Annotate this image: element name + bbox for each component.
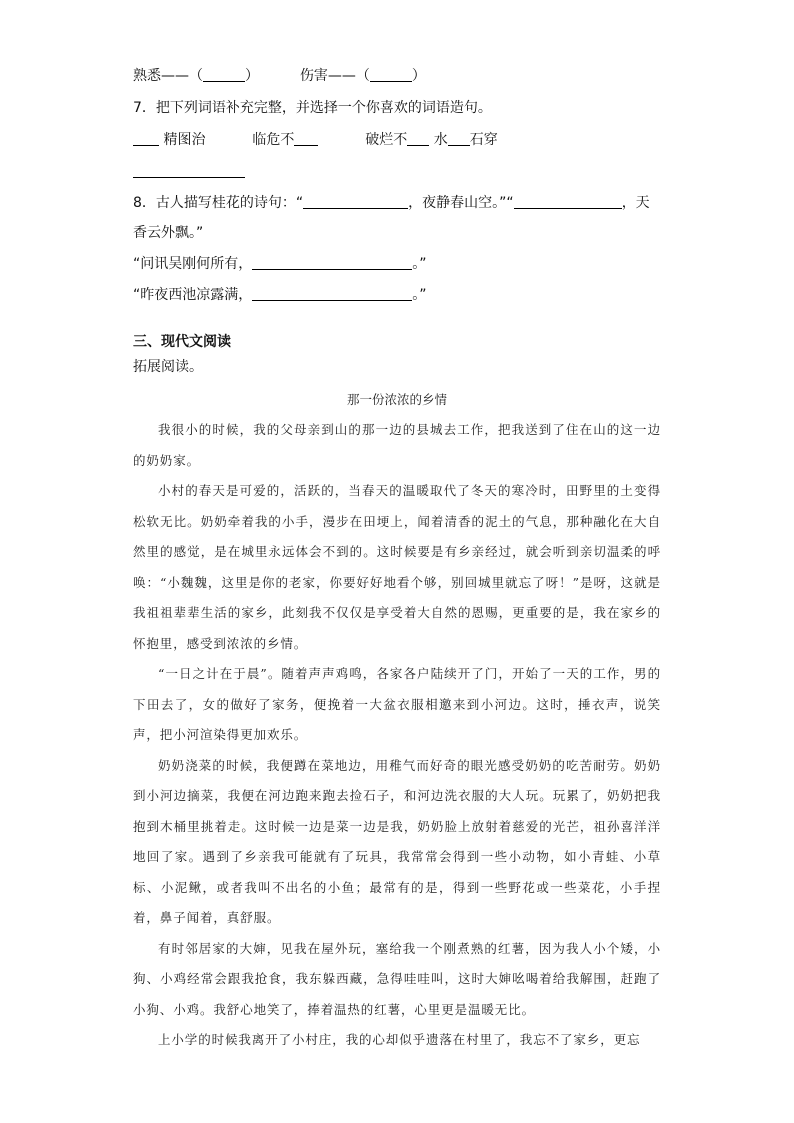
passage-title: 那一份浓浓的乡情 — [346, 392, 447, 407]
word-2: 伤害——（ — [299, 68, 370, 84]
q8-line-1: 8．古人描写桂花的诗句：“ ，夜静春山空。”“ ，天 — [133, 195, 650, 211]
idiom-blank[interactable] — [294, 131, 318, 146]
answer-blank[interactable] — [370, 67, 412, 82]
idiom-blank[interactable] — [133, 131, 159, 146]
poem-blank[interactable] — [303, 194, 408, 209]
passage-paragraph: 奶奶浇菜的时候，我便蹲在菜地边，用稚气而好奇的眼光感受奶奶的吃苦耐劳。奶奶到小河边摘菜，我便在河边跑来跑去捡石子，和河边洗衣服的大人玩。玩累了，奶奶把我抱到木桶里挑着走。这时候一边是菜一边是我，奶奶脸上放射着慈爱的光芒，祖孙喜洋洋地回了家。遇到了乡亲我可能就有了玩具，我常常会得到一些小动物，如小青蛙、小草标、小泥鳅，或者我叫不出名的小鱼；最常有的是，得到一些野花或一些菜花，小手捏着，鼻子闻着，真舒服。 — [133, 757, 661, 925]
passage-paragraph: 上小学的时候我离开了小村庄，我的心却似乎遗落在村里了，我忘不了家乡，更忘 — [158, 1032, 641, 1047]
word-1: 熟悉——（ — [133, 68, 203, 84]
q8-line-3: “问讯吴刚何所有， 。” — [133, 256, 427, 272]
passage-paragraph: 我很小的时候，我的父母亲到山的那一边的县城去工作，把我送到了住在山的这一边的奶奶家。 — [133, 422, 661, 468]
sentence-blank[interactable] — [133, 163, 245, 178]
q7-idioms: 精图治 临危不 破烂不 水 石穿 — [133, 130, 498, 150]
passage-paragraph: 小村的春天是可爱的，活跃的，当春天的温暖取代了冬天的寒冷时，田野里的土变得松软无比。奶奶牵着我的小手，漫步在田埂上，闻着清香的泥土的气息，那种融化在大自然里的感觉，是在城里永远体会不到的。这时候要是有乡亲经过，就会听到亲切温柔的呼唤：“小魏魏，这里是你的老家，你要好好地看个够，别回城里就忘了呀！”是呀，这就是我祖祖辈辈生活的家乡，此刻我不仅仅是享受着大自然的恩赐，更重要的是，我在家乡的怀抱里，感受到浓浓的乡情。 — [133, 483, 661, 651]
passage-body — [133, 415, 661, 1056]
section-title: 三、现代文阅读 — [133, 334, 231, 350]
idiom-blank[interactable] — [407, 131, 429, 146]
answer-blank[interactable] — [203, 67, 245, 82]
q7-prompt: 7．把下列词语补充完整，并选择一个你喜欢的词语造句。 — [133, 100, 492, 116]
poem-blank[interactable] — [514, 194, 622, 209]
idiom-blank[interactable] — [448, 131, 470, 146]
q6-answer-line: 熟悉——（ ） 伤害——（ ） — [133, 68, 426, 84]
poem-blank[interactable] — [252, 286, 412, 301]
q8-line-4: “昨夜西池凉露满， 。” — [133, 287, 427, 303]
q7-sentence-line — [133, 162, 245, 182]
passage-paragraph: “一日之计在于晨”。随着声声鸡鸣，各家各户陆续开了门，开始了一天的工作，男的下田去了，女的做好了家务，便挽着一大盆衣服相邀来到小河边。这时，捶衣声，说笑声，把小河渲染得更加欢乐。 — [133, 666, 661, 742]
poem-blank[interactable] — [252, 255, 412, 270]
passage-paragraph: 有时邻居家的大婶，见我在屋外玩，塞给我一个刚煮熟的红薯，因为我人小个矮，小狗、小鸡经常会跟我抢食，我东躲西藏，急得哇哇叫，这时大婶吆喝着给我解围，赶跑了小狗、小鸡。我舒心地笑了，捧着温热的红薯，心里更是温暖无比。 — [133, 940, 661, 1017]
section-subtitle: 拓展阅读。 — [133, 359, 203, 375]
q8-line-2: 香云外飘。” — [133, 225, 204, 241]
